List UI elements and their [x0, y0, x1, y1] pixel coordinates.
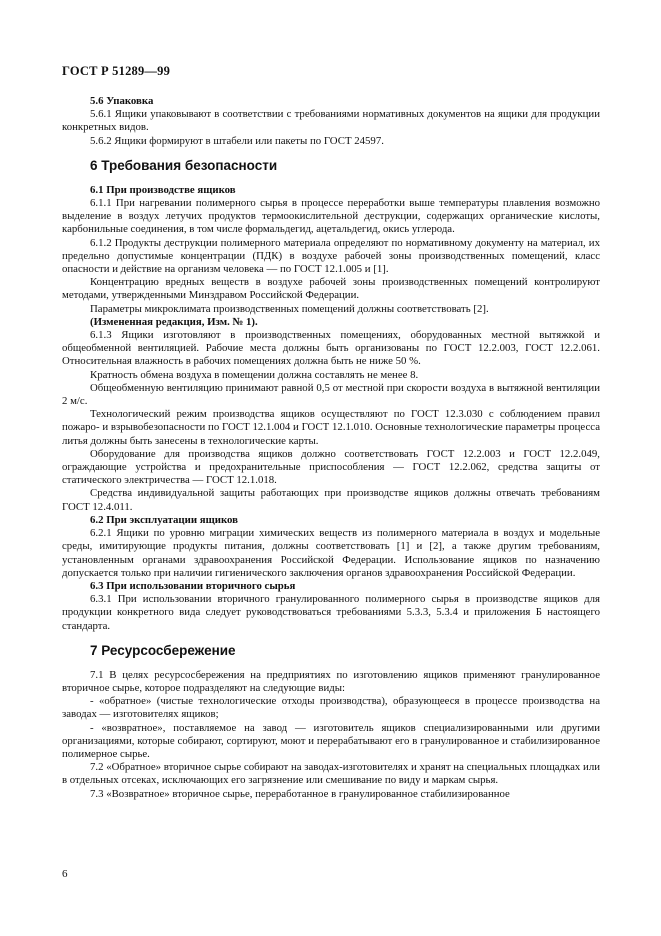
paragraph: Оборудование для производства ящиков должно соответствовать ГОСТ 12.2.003 и ГОСТ 12.2.049, ограждающие устройства и предохранительные приспособления — ГОСТ 12.2.062, средства защиты от статического электричества — ГОСТ 12.1.018.: [62, 447, 600, 487]
paragraph: 6.1.3 Ящики изготовляют в производственных помещениях, оборудованных местной вытяжкой и общеобменной вентиляцией. Рабочие места должны быть организованы по ГОСТ 12.2.003, ГОСТ 12.2.061. Относительная влажность в рабочих помещениях должна быть не ниже 50 %.: [62, 329, 600, 368]
paragraph: 7.3 «Возвратное» вторичное сырье, переработанное в гранулированное стабилизированное: [90, 787, 510, 800]
document-body: [62, 95, 600, 801]
paragraph: 6.3.1 При использовании вторичного гранулированного полимерного сырья в производстве ящиков для продукции конкретного вида следует руководствоваться требованиями 5.3.3, 5.3.4 и приложения Б настоящего стандарта.: [62, 593, 600, 632]
paragraph: Средства индивидуальной защиты работающих при производстве ящиков должны отвечать требованиям ГОСТ 12.4.011.: [62, 487, 600, 513]
subsection-heading: 6.1 При производстве ящиков: [90, 183, 236, 196]
paragraph: Концентрацию вредных веществ в воздухе рабочей зоны производственных помещений контролируют методами, утвержденными Минздравом Российской Федерации.: [62, 276, 600, 302]
section-heading: 7 Ресурсосбережение: [90, 642, 236, 658]
paragraph: - «возвратное», поставляемое на завод — изготовитель ящиков специализированными или другими организациями, которые собирают, сортируют, моют и перерабатывают его в гранулированное и стабилизированное полимерное сырье.: [62, 721, 600, 760]
paragraph: Общеобменную вентиляцию принимают равной 0,5 от местной при скорости воздуха в вытяжной вентиляции 2 м/с.: [62, 381, 600, 408]
paragraph: Кратность обмена воздуха в помещении должна составлять не менее 8.: [90, 368, 419, 381]
paragraph: 6.1.1 При нагревании полимерного сырья в процессе переработки выше температуры плавления возможно выделение в воздух летучих продуктов термоокислительной деструкции, содержащих органические кислоты, карбонильные соединения, в том числе формальдегид, ацетальдегид, окись углерода.: [62, 197, 600, 236]
subsection-heading: 6.2 При эксплуатации ящиков: [90, 513, 238, 526]
page-number: 6: [62, 868, 68, 880]
amendment-note: (Измененная редакция, Изм. № 1).: [90, 315, 258, 328]
paragraph: 6.1.2 Продукты деструкции полимерного материала определяют по нормативному документу на материал, их предельно допустимые концентрации (ПДК) в воздухе рабочей зоны производственных помещений, класс опасности и действие на организм человека — по ГОСТ 12.1.005 и [1].: [62, 236, 600, 276]
section-heading: 6 Требования безопасности: [90, 157, 278, 173]
paragraph: 7.1 В целях ресурсосбережения на предприятиях по изготовлению ящиков применяют гранулированное вторичное сырье, которое подразделяют на следующие виды:: [62, 668, 600, 694]
paragraph: 5.6.2 Ящики формируют в штабели или пакеты по ГОСТ 24597.: [90, 134, 384, 147]
paragraph: Технологический режим производства ящиков осуществляют по ГОСТ 12.3.030 с соблюдением правил пожаро- и взрывобезопасности по ГОСТ 12.1.004 и ГОСТ 12.1.010. Основные технологические параметры процесса литья должны быть занесены в технологические карты.: [62, 408, 600, 447]
paragraph: 5.6.1 Ящики упаковывают в соответствии с требованиями нормативных документов на ящики для продукции конкретных видов.: [62, 108, 600, 134]
subsection-heading: 6.3 При использовании вторичного сырья: [90, 579, 296, 592]
paragraph: - «обратное» (чистые технологические отходы производства), образующееся в процессе производства на заводах — изготовителях ящиков;: [62, 695, 600, 721]
document-header: ГОСТ Р 51289—99: [62, 64, 171, 78]
paragraph: Параметры микроклимата производственных помещений должны соответствовать [2].: [90, 302, 489, 315]
paragraph: 6.2.1 Ящики по уровню миграции химических веществ из полимерного материала в воздух и модельные среды, имитирующие продукты питания, должны соответствовать [1] и [2], а также другим требованиям, установленным органами здравоохранения Российской Федерации. Использование ящиков по назначению допускается только при наличии гигиенического заключения органов здравоохранения Российской Федерации.: [62, 527, 600, 579]
subsection-heading: 5.6 Упаковка: [90, 95, 154, 107]
paragraph: 7.2 «Обратное» вторичное сырье собирают на заводах-изготовителях и хранят на специальных площадках или в отдельных отсеках, исключающих его загрязнение или смешивание по виду и маркам сырья.: [62, 761, 600, 787]
